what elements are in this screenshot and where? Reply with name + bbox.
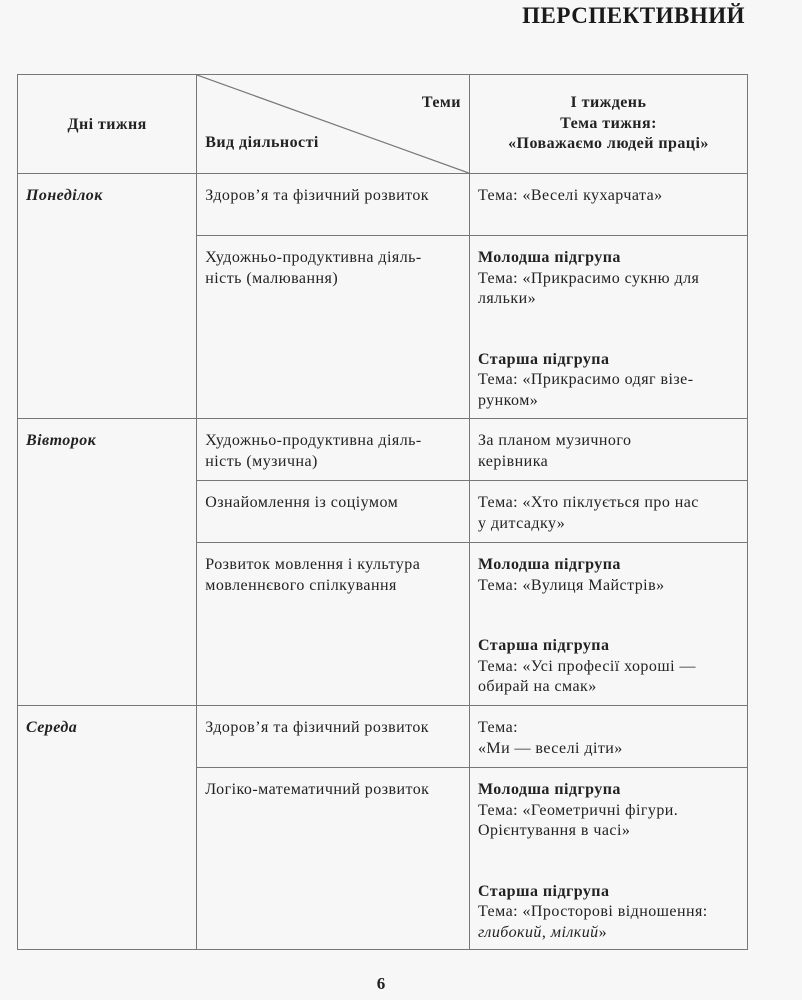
header-week-line: І тиждень xyxy=(570,94,647,111)
plan-table xyxy=(17,74,748,950)
activity-line: ність (малювання) xyxy=(205,269,339,287)
table-row xyxy=(18,706,748,768)
topic-block xyxy=(478,555,739,596)
topic-line: Тема: «Хто піклується про нас xyxy=(477,494,699,511)
subgroup-label: Молодша підгрупа xyxy=(477,781,621,798)
topic-segment: » xyxy=(598,923,608,941)
topic-cell xyxy=(469,419,747,481)
table-row xyxy=(18,419,748,481)
topic-line: Тема: «Усі професії хороші — xyxy=(477,657,696,675)
page-number: 6 xyxy=(376,974,386,993)
topic-cell xyxy=(469,706,747,768)
topic-cell xyxy=(469,768,747,950)
topic-line xyxy=(478,923,739,944)
activity-cell xyxy=(197,706,470,768)
subgroup-label: Молодша підгрупа xyxy=(477,556,621,573)
topic-line: керівника xyxy=(477,452,549,470)
topic-line: у дитсадку» xyxy=(477,514,566,532)
subgroup-label: Старша підгрупа xyxy=(477,637,610,654)
topic-line: Тема: «Просторові відношення: xyxy=(477,903,708,920)
topic-cell xyxy=(469,481,747,543)
topic-segment: мілкий xyxy=(550,923,599,941)
page-title: ПЕРСПЕКТИВНИЙ xyxy=(522,3,745,28)
activity-line: Здоров’я та фізичний розвиток xyxy=(205,187,430,204)
diagonal-divider xyxy=(197,75,469,173)
header-topics: Теми xyxy=(421,94,461,111)
activity-line: Логіко-математичний розвиток xyxy=(205,781,430,798)
header-diagonal-cell xyxy=(197,75,470,174)
header-week-cell xyxy=(469,75,747,174)
topic-line: Тема: «Веселі кухарчата» xyxy=(477,187,663,204)
topic-line: Орієнтування в часі» xyxy=(477,822,631,839)
topic-block xyxy=(478,636,739,698)
header-week-line: «Поважаємо людей праці» xyxy=(508,135,709,152)
topic-line: Тема: «Прикрасимо одяг візе- xyxy=(477,371,694,388)
header-week-line: Тема тижня: xyxy=(560,114,657,132)
header-activity: Вид діяльності xyxy=(205,134,319,151)
topic-line: Тема: «Прикрасимо сукню для xyxy=(477,269,700,287)
activity-line: ність (музична) xyxy=(205,452,318,470)
activity-line: Ознайомлення із соціумом xyxy=(205,494,399,511)
topic-block xyxy=(478,882,739,944)
subgroup-label: Молодша підгрупа xyxy=(477,249,621,266)
activity-cell xyxy=(197,481,470,543)
topic-line: обирай на смак» xyxy=(477,678,597,695)
activity-line: мовленнєвого спілкування xyxy=(205,576,397,594)
topic-line: «Ми — веселі діти» xyxy=(477,739,623,757)
topic-cell xyxy=(469,543,747,706)
activity-cell xyxy=(197,768,470,950)
activity-cell xyxy=(197,419,470,481)
topic-line: Тема: «Вулиця Майстрів» xyxy=(477,576,665,594)
topic-block xyxy=(478,186,739,207)
topic-block xyxy=(478,493,739,534)
table-row xyxy=(18,174,748,236)
activity-cell xyxy=(197,174,470,236)
topic-segment: , xyxy=(541,923,551,941)
topic-line: За планом музичного xyxy=(477,432,632,449)
topic-block xyxy=(478,718,739,759)
topic-block xyxy=(478,780,739,842)
topic-line: Тема: «Геометричні фігури. xyxy=(477,801,679,819)
day-cell: Понеділок xyxy=(18,174,197,419)
activity-line: Здоров’я та фізичний розвиток xyxy=(205,719,430,736)
topic-cell xyxy=(469,174,747,236)
activity-line: Художньо-продуктивна діяль- xyxy=(205,432,422,449)
topic-line: Тема: xyxy=(477,719,519,736)
subgroup-label: Старша підгрупа xyxy=(477,350,610,368)
topic-block xyxy=(478,431,739,472)
topic-line: ляльки» xyxy=(477,290,537,307)
day-cell: Середа xyxy=(18,706,197,950)
header-row xyxy=(18,75,748,174)
topic-segment: глибокий xyxy=(477,923,542,941)
activity-cell xyxy=(197,236,470,419)
topic-block xyxy=(478,350,739,412)
header-days: Дні тижня xyxy=(67,116,147,133)
topic-line: рунком» xyxy=(477,391,539,409)
topic-block xyxy=(478,248,739,310)
activity-cell xyxy=(197,543,470,706)
topic-cell xyxy=(469,236,747,419)
activity-line: Художньо-продуктивна діяль- xyxy=(205,249,422,266)
activity-line: Розвиток мовлення і культура xyxy=(205,556,421,573)
subgroup-label: Старша підгрупа xyxy=(477,882,610,900)
day-cell: Вівторок xyxy=(18,419,197,706)
header-days-cell xyxy=(18,75,197,174)
